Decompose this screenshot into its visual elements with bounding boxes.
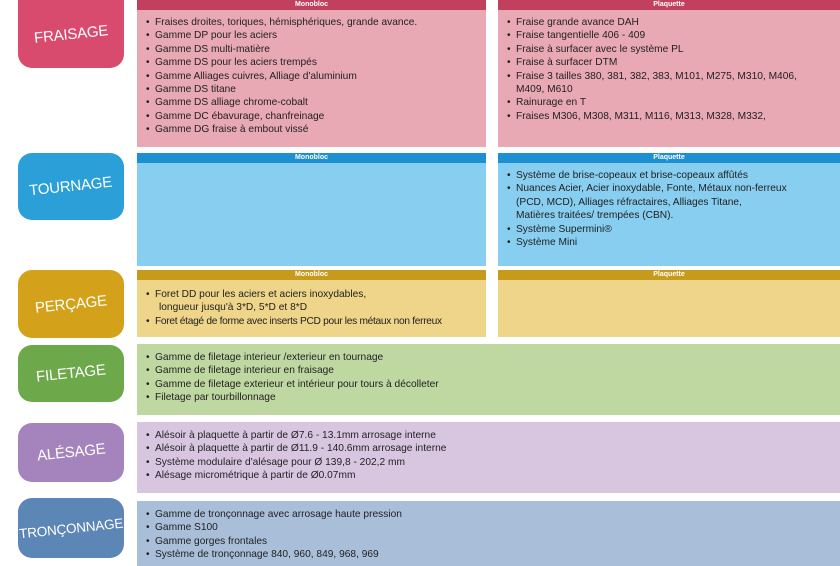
list-item: • Alésage micrométrique à partir de Ø0.07mm [145,469,832,482]
list-item: • Fraise à surfacer DTM [506,56,832,69]
list-item: • Fraise tangentielle 406 - 409 [506,29,832,42]
list-item: • Gamme de filetage exterieur et intérieur pour tours à décolleter [145,378,832,391]
alesage-list [145,429,832,483]
percage-monobloc-panel [137,270,486,337]
tournage-plaquette-panel [498,153,840,266]
list-item: • Gamme de tronçonnage avec arrosage haute pression [145,508,832,521]
percage-monobloc-list [145,288,478,328]
category-label: ALÉSAGE [35,440,107,465]
tronconnage-list [145,508,832,562]
panel-header: Monobloc [137,153,486,163]
list-item: • Gamme Alliages cuivres, Alliage d'aluminium [145,70,478,83]
fraisage-plaquette-panel [498,0,840,147]
category-alesage[interactable] [18,423,124,482]
category-label: FILETAGE [35,361,107,386]
list-item: • Foret DD pour les aciers et aciers inoxydables, [145,288,478,301]
category-filetage[interactable] [18,345,124,402]
list-item: • Système modulaire d'alésage pour Ø 139,8 - 202,2 mm [145,456,832,469]
tournage-plaquette-list [506,169,832,249]
list-item: • Nuances Acier, Acier inoxydable, Fonte, Métaux non-ferreux [506,182,832,195]
list-item: • Gamme DS alliage chrome-cobalt [145,96,478,109]
category-label: FRAISAGE [33,21,109,47]
list-item: Matières traitées/ trempées (CBN). [516,210,674,222]
fraisage-monobloc-list [145,16,478,137]
list-item: • Gamme DS titane [145,83,478,96]
category-tournage[interactable] [18,153,124,220]
list-item: • Gamme DS multi-matière [145,43,478,56]
list-item: • Gamme DS pour les aciers trempés [145,56,478,69]
list-item: • Fraise 3 tailles 380, 381, 382, 383, M101, M275, M310, M406, [506,70,832,83]
category-fraisage[interactable] [18,0,124,68]
list-item: • Gamme DP pour les aciers [145,29,478,42]
category-tronconnage[interactable] [18,498,124,558]
panel-header: Monobloc [137,0,486,10]
filetage-list [145,351,832,405]
alesage-panel [137,422,840,493]
fraisage-monobloc-panel [137,0,486,147]
list-item: • Foret étagé de forme avec inserts PCD pour les métaux non ferreux [145,315,478,328]
panel-header: Plaquette [498,270,840,280]
percage-plaquette-panel [498,270,840,337]
list-item: • Fraises M306, M308, M311, M116, M313, M328, M332, [506,110,832,123]
list-item: • Système de tronçonnage 840, 960, 849, 968, 969 [145,548,832,561]
list-item: • Système de brise-copeaux et brise-copeaux affûtés [506,169,832,182]
list-item: longueur jusqu'à 3*D, 5*D et 8*D [159,302,308,314]
panel-header: Monobloc [137,270,486,280]
list-item: • Filetage par tourbillonnage [145,391,832,404]
list-item: M409, M610 [516,84,573,96]
list-item: • Alésoir à plaquette à partir de Ø7.6 - 13.1mm arrosage interne [145,429,832,442]
list-item: • Gamme de filetage interieur en fraisage [145,364,832,377]
fraisage-plaquette-list [506,16,832,123]
list-item: • Fraise grande avance DAH [506,16,832,29]
list-item: • Rainurage en T [506,96,832,109]
tronconnage-panel [137,501,840,566]
list-item: • Fraises droites, toriques, hémisphériques, grande avance. [145,16,478,29]
list-item: • Alésoir à plaquette à partir de Ø11.9 - 140.6mm arrosage interne [145,442,832,455]
list-item: • Gamme de filetage interieur /exterieur en tournage [145,351,832,364]
list-item: • Gamme DG fraise à embout vissé [145,123,478,136]
list-item: • Gamme S100 [145,521,832,534]
list-item: • Système Supermini® [506,223,832,236]
category-label: TRONÇONNAGE [18,515,124,541]
list-item: • Gamme gorges frontales [145,535,832,548]
list-item: (PCD, MCD), Alliages réfractaires, Alliages Titane, [516,196,742,208]
category-label: TOURNAGE [28,173,114,200]
list-item: • Système Mini [506,236,832,249]
panel-header: Plaquette [498,153,840,163]
list-item: • Gamme DC ébavurage, chanfreinage [145,110,478,123]
panel-header: Plaquette [498,0,840,10]
category-percage[interactable] [18,270,124,338]
category-label: PERÇAGE [34,291,108,317]
tournage-monobloc-panel [137,153,486,266]
filetage-panel [137,344,840,415]
list-item: • Fraise à surfacer avec le système PL [506,43,832,56]
